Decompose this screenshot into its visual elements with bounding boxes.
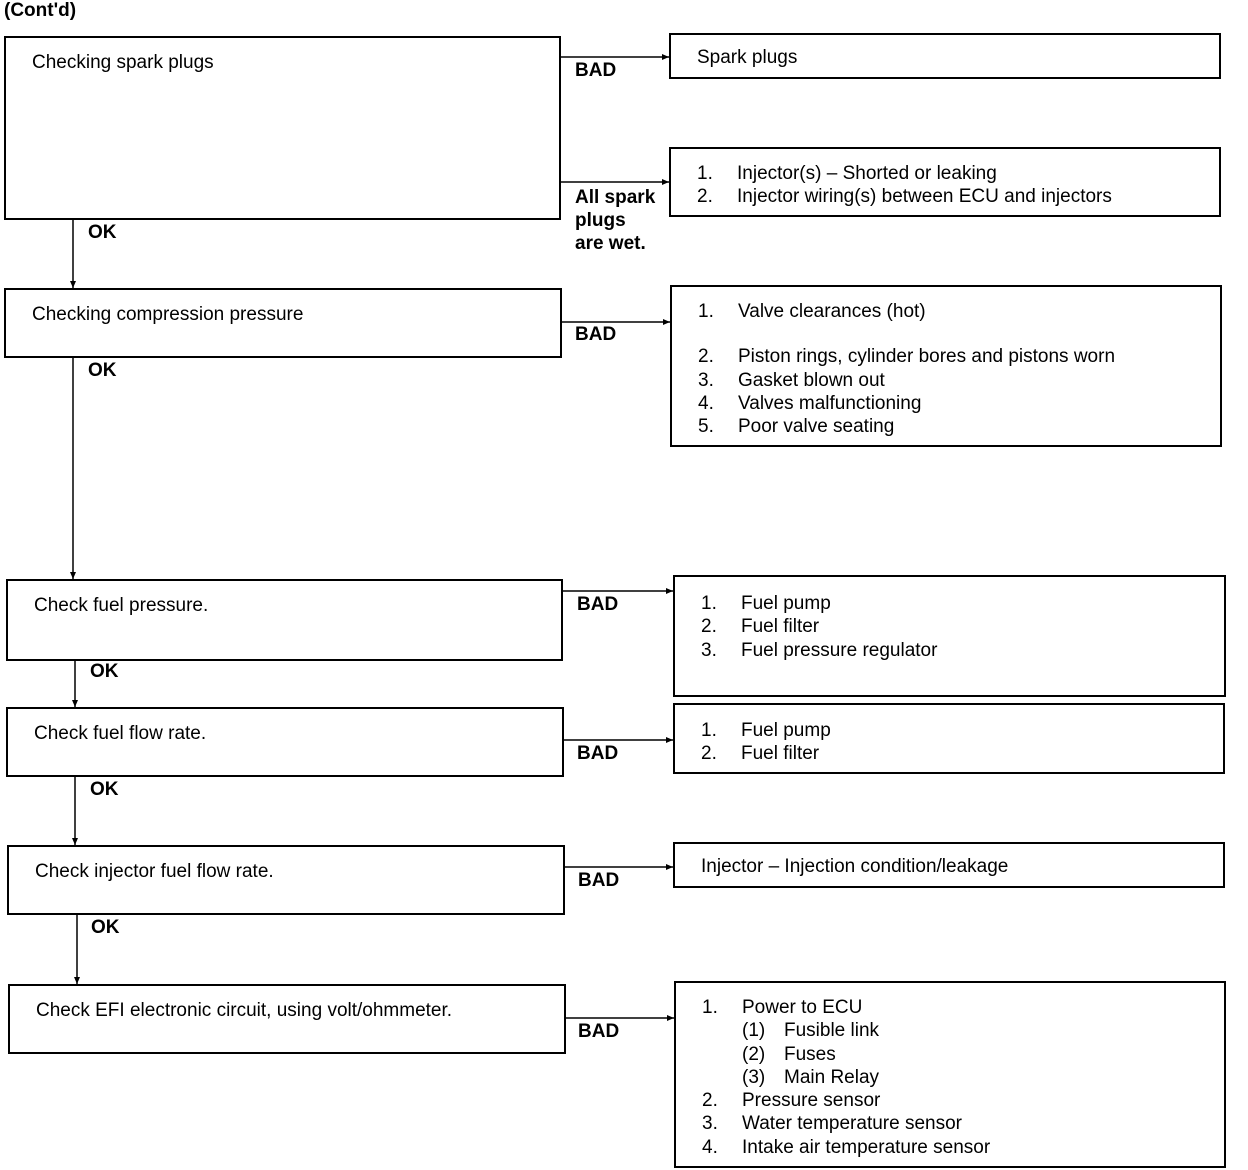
ok-label: OK	[90, 779, 119, 800]
cause-num: 1.	[698, 301, 714, 322]
cause-text: Fuel pressure regulator	[741, 639, 938, 661]
cause-subitem	[702, 1019, 990, 1042]
cause-item	[698, 345, 1115, 368]
cause-box-compression	[670, 285, 1222, 447]
step-box-fuel-pressure	[6, 579, 563, 661]
cause-text: Valves malfunctioning	[738, 392, 922, 414]
cause-text: Gasket blown out	[738, 369, 885, 391]
wet-label-line: are wet.	[575, 233, 646, 254]
cause-num: (3)	[742, 1066, 766, 1088]
cause-item	[702, 996, 990, 1019]
cause-item	[698, 392, 1115, 415]
ok-label: OK	[90, 661, 119, 682]
cause-item	[701, 615, 937, 638]
cause-item	[697, 162, 1112, 185]
cause-num: 5.	[698, 416, 714, 438]
cause-item	[701, 592, 937, 615]
step-text: Check fuel flow rate.	[34, 723, 207, 744]
cause-text: Main Relay	[784, 1066, 880, 1088]
cause-num: 1.	[701, 720, 717, 741]
step-box-spark-plugs	[4, 36, 561, 220]
cause-num: 2.	[698, 346, 714, 368]
bad-label: BAD	[575, 324, 617, 345]
cause-num: 2.	[701, 743, 717, 765]
wet-label-line: plugs	[575, 210, 626, 231]
cause-item	[698, 369, 1115, 392]
cause-text: Fuel filter	[741, 616, 820, 638]
cause-item	[701, 742, 831, 765]
cause-num: 4.	[702, 1136, 718, 1158]
cause-num: 1.	[697, 163, 713, 184]
wet-label	[575, 186, 655, 255]
bad-label: BAD	[578, 870, 620, 891]
cause-text: Power to ECU	[742, 997, 863, 1018]
cause-item	[702, 1089, 990, 1112]
cause-num: 2.	[697, 186, 713, 208]
cause-text: Spark plugs	[697, 47, 798, 68]
cause-num: 2.	[702, 1090, 718, 1112]
step-text: Checking spark plugs	[32, 52, 214, 73]
cause-text: Pressure sensor	[742, 1090, 881, 1112]
cause-item	[701, 719, 831, 742]
cause-num: 4.	[698, 392, 714, 414]
step-text: Check EFI electronic circuit, using volt/ohmmeter.	[36, 1000, 453, 1021]
cause-text: Fuel pump	[741, 720, 831, 741]
cause-text: Injector wiring(s) between ECU and injectors	[737, 186, 1112, 208]
bad-label: BAD	[578, 1021, 620, 1042]
step-box-injector-flow	[7, 845, 565, 915]
bad-label: BAD	[575, 60, 617, 81]
cause-num: (2)	[742, 1043, 766, 1065]
cause-text: Piston rings, cylinder bores and pistons worn	[738, 346, 1116, 368]
cause-item	[702, 1112, 990, 1135]
cause-box-injector	[673, 842, 1225, 888]
cause-num: (1)	[742, 1020, 766, 1042]
cause-text: Poor valve seating	[738, 416, 895, 438]
cause-num: 3.	[698, 369, 714, 391]
cause-text: Fusible link	[784, 1020, 880, 1042]
step-text: Check injector fuel flow rate.	[35, 861, 274, 882]
ok-label: OK	[88, 222, 117, 243]
cause-subitem	[702, 1066, 990, 1089]
bad-label: BAD	[577, 594, 619, 615]
cause-text: Injector – Injection condition/leakage	[701, 856, 1009, 877]
cause-subitem	[702, 1043, 990, 1066]
step-box-compression	[4, 288, 562, 358]
cause-text: Intake air temperature sensor	[742, 1136, 991, 1158]
bad-label: BAD	[577, 743, 619, 764]
step-text: Checking compression pressure	[32, 304, 304, 325]
cause-text: Fuses	[784, 1043, 836, 1065]
cause-item	[701, 639, 937, 662]
cause-text: Fuel pump	[741, 593, 831, 614]
cause-item	[702, 1136, 990, 1159]
cause-num: 2.	[701, 616, 717, 638]
cause-box-fuel-flow	[673, 703, 1225, 774]
cause-text: Injector(s) – Shorted or leaking	[737, 163, 997, 184]
cause-num: 3.	[702, 1113, 718, 1135]
cause-box-injector-wet	[669, 147, 1221, 217]
cause-text: Valve clearances (hot)	[738, 301, 926, 322]
cause-text: Water temperature sensor	[742, 1113, 962, 1135]
cause-item	[698, 415, 1115, 438]
cause-box-efi	[674, 981, 1226, 1168]
cause-num: 1.	[702, 997, 718, 1018]
cause-box-spark-plugs	[669, 33, 1221, 79]
cause-box-fuel-pressure	[673, 575, 1226, 697]
step-text: Check fuel pressure.	[34, 595, 209, 616]
cause-num: 1.	[701, 593, 717, 614]
cont-label: (Cont'd)	[4, 0, 77, 21]
cause-item	[698, 300, 1115, 323]
cause-item	[697, 185, 1112, 208]
step-box-efi-circuit	[8, 984, 566, 1054]
cause-text: Fuel filter	[741, 743, 820, 765]
wet-label-line: All spark	[575, 187, 656, 208]
step-box-fuel-flow	[6, 707, 564, 777]
ok-label: OK	[91, 917, 120, 938]
cause-num: 3.	[701, 639, 717, 661]
ok-label: OK	[88, 360, 117, 381]
